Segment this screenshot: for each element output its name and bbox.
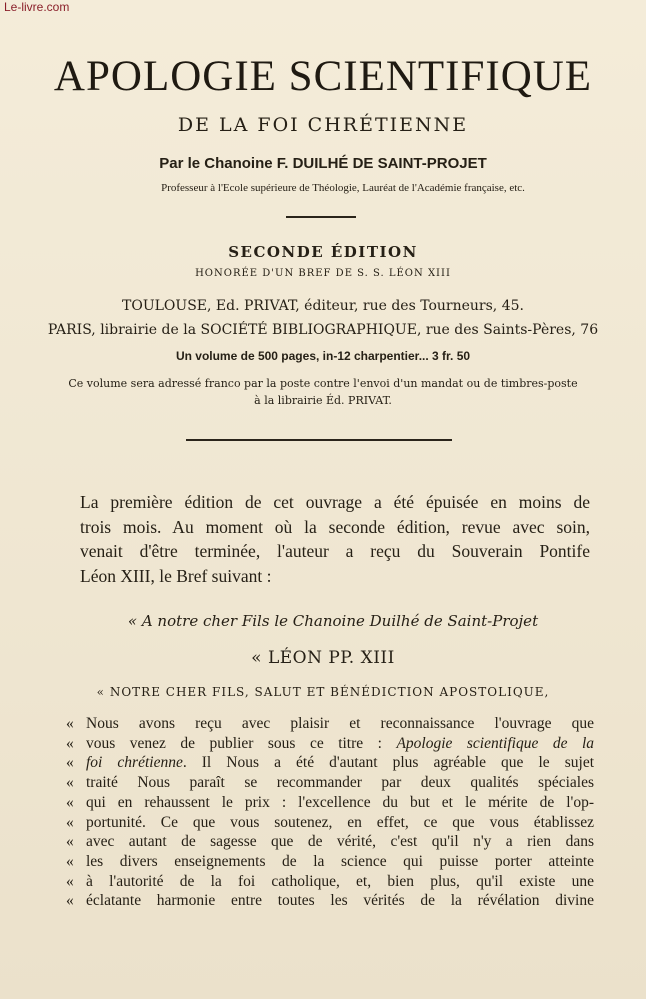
intro-line: venait d'être terminée, l'auteur a reçu du Souverain Pontife	[80, 541, 590, 561]
volume-price: Un volume de 500 pages, in-12 charpentier... 3 fr. 50	[175, 349, 471, 363]
watermark: Le-livre.com	[4, 0, 70, 14]
book-title: APOLOGIE SCIENTIFIQUE	[53, 53, 593, 100]
quote-text: traité Nous paraît se recommander par deux qualités spéciales	[86, 774, 594, 792]
quote-marker: «	[66, 715, 74, 732]
quote-marker: «	[66, 892, 74, 910]
quote-marker: «	[66, 774, 74, 792]
quote-text: Nous avons reçu avec plaisir et reconnaissance l'ouvrage que	[86, 715, 594, 732]
divider-short	[286, 216, 356, 218]
quote-line	[66, 813, 594, 833]
quote-line	[66, 773, 594, 793]
salutation-sender: « LÉON PP. XIII	[251, 648, 395, 668]
intro-paragraph	[80, 490, 590, 588]
edition-label: SECONDE ÉDITION	[228, 243, 418, 261]
quote-text: avec autant de sagesse que de vérité, c'est qu'il n'y a rien dans	[86, 833, 594, 851]
quote-line	[66, 753, 594, 773]
quote-text: éclatante harmonie entre toutes les vérités de la révélation divine	[86, 892, 594, 910]
author-line: Par le Chanoine F. DUILHÉ DE SAINT-PROJET	[159, 155, 487, 172]
publisher-paris: PARIS, librairie de la SOCIÉTÉ BIBLIOGRAPHIQUE, rue des Saints-Pères, 76	[47, 322, 599, 338]
shipping-note-line1: Ce volume sera adressé franco par la poste contre l'envoi d'un mandat ou de timbres-poste	[68, 377, 578, 390]
edition-honoree: HONORÉE D'UN BREF DE S. S. LÉON XIII	[195, 268, 451, 279]
quote-line	[66, 852, 594, 872]
quote-text: portunité. Ce que vous soutenez, en effet, ce que vous établissez	[86, 813, 594, 831]
author-credentials: Professeur à l'Ecole supérieure de Théologie, Lauréat de l'Académie française, etc.	[161, 182, 525, 194]
quote-marker: «	[66, 754, 74, 772]
quote-text: à l'autorité de la foi catholique, et, bien plus, qu'il existe une	[86, 872, 594, 890]
quote-text: vous venez de publier sous ce titre :	[86, 734, 382, 752]
quote-marker: «	[66, 852, 74, 870]
quote-italic-title: foi chrétienne	[86, 754, 183, 772]
intro-line: La première édition de cet ouvrage a été épuisée en moins de	[80, 492, 590, 512]
quote-text: qui en rehaussent le prix : l'excellence du but et le mérite de l'op-	[86, 793, 594, 811]
quote-marker: «	[66, 734, 74, 752]
quote-line	[66, 734, 594, 754]
shipping-note-line2: à la librairie Éd. PRIVAT.	[254, 394, 392, 407]
quote-marker: «	[66, 793, 74, 811]
quote-marker: «	[66, 872, 74, 890]
quote-marker: «	[66, 833, 74, 851]
quote-line	[66, 793, 594, 813]
quote-marker: «	[66, 813, 74, 831]
salutation-recipient: « A notre cher Fils le Chanoine Duilhé de Saint-Projet	[127, 612, 539, 630]
book-subtitle: DE LA FOI CHRÉTIENNE	[177, 114, 469, 136]
quote-line	[66, 832, 594, 852]
quote-text: les divers enseignements de la science qui puisse porter atteinte	[86, 852, 594, 870]
quote-italic-title: Apologie scientifique de la	[396, 734, 595, 752]
intro-line: Léon XIII, le Bref suivant :	[80, 565, 272, 586]
quote-line	[66, 891, 594, 911]
intro-line: trois mois. Au moment où la seconde édition, revue avec soin,	[80, 516, 590, 537]
divider-long	[186, 439, 452, 441]
salutation-greeting: « NOTRE CHER FILS, SALUT ET BÉNÉDICTION APOSTOLIQUE,	[96, 685, 550, 699]
quote-line	[66, 714, 594, 734]
quote-text: . Il Nous a été d'autant plus agréable que le sujet	[182, 754, 595, 772]
quote-line	[66, 872, 594, 892]
brief-quote	[66, 714, 594, 911]
publisher-toulouse: TOULOUSE, Ed. PRIVAT, éditeur, rue des Tourneurs, 45.	[122, 298, 524, 314]
